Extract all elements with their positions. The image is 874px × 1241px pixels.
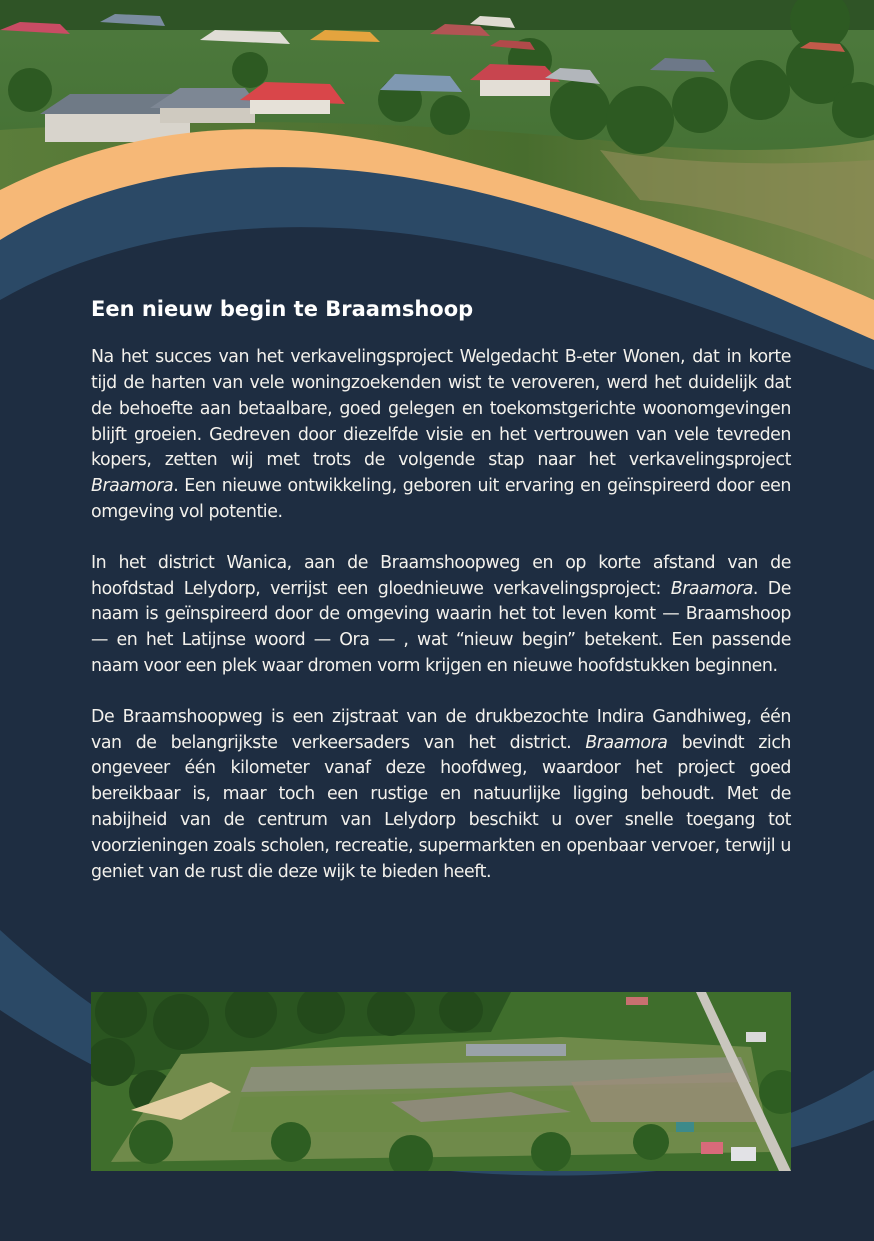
aerial-photo bbox=[91, 992, 791, 1171]
paragraph-text: . Een nieuwe ontwikkeling, geboren uit ervaring en geïnspireerd door een omgeving vol potentie. bbox=[91, 476, 791, 523]
project-name: Braamora bbox=[91, 476, 174, 497]
paragraph-text: In het district Wanica, aan de Braamshoopweg en op korte afstand van de hoofdstad Lelydorp, verrijst een gloednieuwe verkavelingsproject: bbox=[91, 552, 791, 599]
paragraph-1 bbox=[91, 345, 791, 526]
article bbox=[91, 296, 791, 910]
aerial-photo-image bbox=[91, 992, 791, 1171]
project-name: Braamora bbox=[585, 732, 668, 753]
paragraph-text: De Braamshoopweg is een zijstraat van de drukbezochte Indira Gandhiweg, één van de belangrijkste verkeersaders van het district. bbox=[91, 706, 791, 753]
article-title: Een nieuw begin te Braamshoop bbox=[91, 297, 474, 321]
paragraph-2 bbox=[91, 551, 791, 680]
project-name: Braamora bbox=[670, 578, 753, 599]
paragraph-text: bevindt zich ongeveer één kilometer vanaf deze hoofdweg, waardoor het project goed bereikbaar is, maar toch een rustige en natuurlijke ligging behoudt. Met de nabijheid van de centrum van Lelydorp beschikt u over snelle toegang tot voorzieningen zoals scholen, recreatie, supermarkten en openbaar vervoer, terwijl u geniet van de rust die deze wijk te bieden heeft. bbox=[91, 732, 792, 882]
paragraph-text: . De naam is geïnspireerd door de omgeving waarin het tot leven komt — Braamshoop — en het Latijnse woord — Ora — , wat “nieuw begin” betekent. Een passende naam voor een plek waar dromen vorm krijgen en nieuwe hoofdstukken beginnen. bbox=[91, 578, 791, 677]
paragraph-text: Na het succes van het verkavelingsproject Welgedacht B-eter Wonen, dat in korte tijd de harten van vele woningzoekenden wist te veroveren, werd het duidelijk dat de behoefte aan betaalbare, goed gelegen en toekomstgerichte woonomgevingen blijft groeien. Gedreven door diezelfde visie en het vertrouwen van vele tevreden kopers, zetten wij met trots de volgende stap naar het verkavelingsproject bbox=[91, 347, 791, 471]
paragraph-3 bbox=[91, 705, 791, 886]
